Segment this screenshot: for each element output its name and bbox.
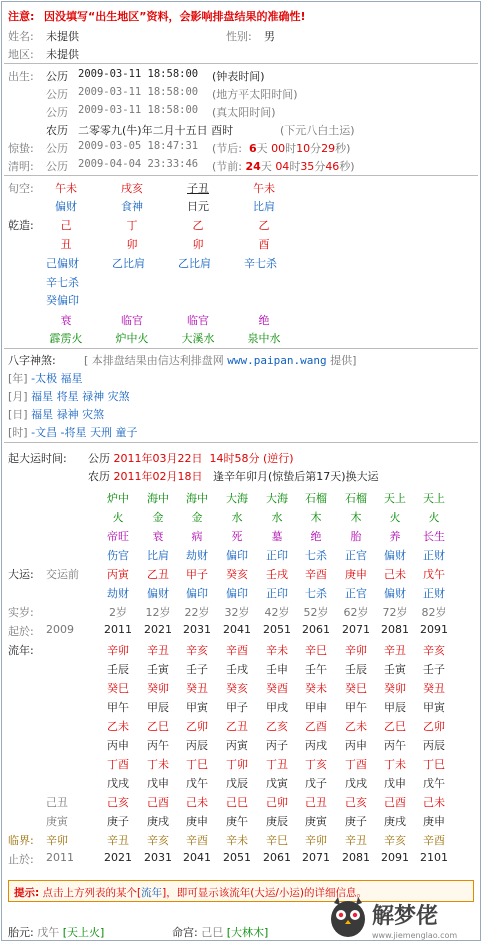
liunian-cell[interactable]: 己卯: [266, 796, 288, 809]
dayun-nayin: 大海: [226, 492, 248, 505]
liunian-cell[interactable]: 丙申: [345, 739, 367, 752]
tip-link[interactable]: 流年: [141, 887, 163, 899]
liunian-cell[interactable]: 丁酉: [345, 758, 367, 771]
liunian-cell[interactable]: 丙辰: [186, 739, 208, 752]
nayin-cell: 泉中水: [247, 332, 281, 345]
linqi-cell: 辛酉: [186, 834, 208, 847]
jingzhe-offset: (节后: 6天 00时10分29秒): [212, 142, 351, 155]
liunian-cell[interactable]: 甲辰: [384, 701, 406, 714]
dayun-nayin: 火: [389, 511, 401, 524]
liunian-cell[interactable]: 丁酉: [107, 758, 129, 771]
liunian-cell[interactable]: 戊子: [305, 777, 327, 790]
zhiyu-cell: 2101: [420, 851, 448, 864]
shensha-row: [年] -太极 福星: [8, 372, 83, 385]
birth-datetime: 2009-03-11 18:58:00: [78, 104, 199, 116]
nayin-row: [0, 330, 484, 346]
linqi-cell: 辛丑: [345, 834, 367, 847]
dayun-ganzhi: 戊午: [423, 568, 445, 581]
liunian-cell[interactable]: 庚子: [107, 815, 129, 828]
dayun-nayin: 火: [428, 511, 440, 524]
liunian-cell[interactable]: 癸巳: [345, 682, 367, 695]
liunian-cell[interactable]: 丁未: [384, 758, 406, 771]
qiyun-solar: 公历 2011年03月22日 14时58分 (逆行): [88, 452, 294, 465]
dayun-start: 2021: [144, 623, 172, 636]
birth-note: (真太阳时间): [212, 106, 276, 119]
dayun-shishen: 劫财: [186, 549, 208, 562]
liunian-cell[interactable]: 癸丑: [186, 682, 208, 695]
dayun-ganzhi: 庚申: [345, 568, 367, 581]
liunian-cell[interactable]: 戊申: [384, 777, 406, 790]
liunian-cell[interactable]: 癸巳: [107, 682, 129, 695]
birth-note: (钟表时间): [212, 70, 265, 83]
dayun-changsheng: 帝旺: [107, 530, 129, 543]
gan-cell: 乙: [192, 219, 204, 232]
dayun-nayin: 石榴: [345, 492, 367, 505]
gan-cell: 己: [60, 219, 72, 232]
dayun-nayin: 火: [112, 511, 124, 524]
zhiyu-label: 止於:: [8, 853, 34, 866]
dayun-ganzhi: 癸亥: [226, 568, 248, 581]
dayun-changsheng: 衰: [152, 530, 164, 543]
liunian-cell[interactable]: 甲戌: [266, 701, 288, 714]
canggan-cell: 己偏财: [46, 257, 79, 270]
linqi-cell: 辛亥: [147, 834, 169, 847]
jingzhe-label: 惊蛰:: [8, 142, 34, 155]
jingzhe-cal: 公历: [46, 142, 68, 155]
dayun-nayin: 木: [310, 511, 322, 524]
shishen-cell: 食神: [121, 200, 143, 213]
liunian-cell[interactable]: 己巳: [226, 796, 248, 809]
xunkong-row: [0, 180, 484, 196]
liunian-cell[interactable]: 丁巳: [186, 758, 208, 771]
dayun-shishen: 偏印: [186, 587, 208, 600]
dayun-changsheng: 养: [389, 530, 401, 543]
shensha-note: [ 本排盘结果由信达利排盘网 www.paipan.wang 提供]: [84, 354, 357, 367]
svg-text:解梦佬: 解梦佬: [372, 904, 439, 929]
liunian-cell[interactable]: 丙申: [107, 739, 129, 752]
xunkong-cell: 午未: [55, 182, 77, 195]
dayun-shishen: 偏印: [226, 587, 248, 600]
name-value: 未提供: [46, 30, 79, 43]
birth-cal: 公历: [46, 70, 68, 83]
liunian-cell[interactable]: 癸酉: [266, 682, 288, 695]
dayun-nayin: 海中: [147, 492, 169, 505]
dayun-shishen: 偏财: [384, 549, 406, 562]
dayun-shishen: 劫财: [107, 587, 129, 600]
liunian-cell[interactable]: 戊戌: [107, 777, 129, 790]
liunian-cell[interactable]: 乙酉: [305, 720, 327, 733]
liunian-cell[interactable]: 乙卯: [423, 720, 445, 733]
gender-label: 性别:: [226, 30, 252, 43]
dayun-shishen: 正财: [423, 549, 445, 562]
dayun-shishen: 偏财: [384, 587, 406, 600]
liunian-label: 流年:: [8, 644, 34, 657]
dayun-nayin: 海中: [186, 492, 208, 505]
liunian-cell[interactable]: 辛丑: [384, 644, 406, 657]
canggan-cell: 乙比肩: [112, 257, 145, 270]
liunian-cell[interactable]: 己丑: [305, 796, 327, 809]
liunian-cell[interactable]: 己酉: [384, 796, 406, 809]
liunian-cell[interactable]: 癸未: [305, 682, 327, 695]
liunian-cell[interactable]: 戊戌: [345, 777, 367, 790]
gender-value: 男: [264, 30, 275, 43]
liunian-cell[interactable]: 戊午: [423, 777, 445, 790]
liunian-cell[interactable]: 乙未: [345, 720, 367, 733]
dayun-ganzhi: 乙丑: [147, 568, 169, 581]
linqi-label: 临界:: [8, 834, 34, 847]
changsheng-cell: 临官: [121, 314, 143, 327]
linqi-cell: 辛丑: [107, 834, 129, 847]
dayun-age: 32岁: [224, 606, 250, 619]
linqi-pre: 辛卯: [46, 834, 68, 847]
zhiyu-cell: 2081: [342, 851, 370, 864]
zhiyu-cell: 2091: [381, 851, 409, 864]
age-label: 实岁:: [8, 606, 34, 619]
liunian-cell[interactable]: 壬寅: [384, 663, 406, 676]
liunian-cell[interactable]: 辛巳: [305, 644, 327, 657]
divider: [4, 442, 478, 443]
liunian-cell[interactable]: 戊寅: [266, 777, 288, 790]
liunian-cell[interactable]: 己亥: [107, 796, 129, 809]
notice-label: 注意:: [8, 10, 35, 23]
zhiyu-cell: 2021: [104, 851, 132, 864]
dayun-age: 52岁: [303, 606, 329, 619]
gan-row: [0, 217, 484, 233]
linqi-cell: 辛酉: [423, 834, 445, 847]
taiyuan: 胎元: 戊午 [天上火]: [8, 926, 105, 939]
start-pre: 2009: [46, 623, 74, 636]
changsheng-row: [0, 312, 484, 328]
liunian-cell[interactable]: 癸丑: [423, 682, 445, 695]
dayun-shishen: 正官: [345, 587, 367, 600]
nayin-cell: 霹雳火: [49, 332, 83, 345]
dayun-nayin: 水: [231, 511, 243, 524]
notice-text: 因没填写“出生地区”资料，会影响排盘结果的准确性!: [44, 10, 306, 23]
dayun-ganzhi: 甲子: [186, 568, 208, 581]
shensha-label: 八字神煞:: [8, 354, 56, 367]
dayun-shishen: 伤官: [107, 549, 129, 562]
gan-cell: 丁: [126, 219, 138, 232]
liunian-cell[interactable]: 甲子: [226, 701, 248, 714]
dayun-age: 72岁: [382, 606, 408, 619]
liunian-cell[interactable]: 丙辰: [423, 739, 445, 752]
birth-label: 出生:: [8, 70, 34, 83]
dayun-changsheng: 长生: [423, 530, 445, 543]
divider: [4, 63, 478, 64]
changsheng-cell: 临官: [187, 314, 209, 327]
birth-cal: 公历: [46, 106, 68, 119]
xunkong-cell: 戌亥: [121, 182, 143, 195]
liunian-cell[interactable]: 乙巳: [147, 720, 169, 733]
zhiyu-cell: 2051: [223, 851, 251, 864]
liunian-cell[interactable]: 丙寅: [226, 739, 248, 752]
dayun-shishen: 偏财: [147, 587, 169, 600]
liunian-cell[interactable]: 甲寅: [186, 701, 208, 714]
liunian-cell[interactable]: 丙戌: [305, 739, 327, 752]
dayun-ganzhi: 壬戌: [266, 568, 288, 581]
dayun-shishen: 正财: [423, 587, 445, 600]
xunkong-label: 旬空:: [8, 182, 34, 195]
dayun-nayin: 大海: [266, 492, 288, 505]
dayun-changsheng: 绝: [310, 530, 322, 543]
tip-label: 提示:: [14, 887, 40, 899]
changsheng-cell: 绝: [258, 314, 270, 327]
liunian-cell[interactable]: 辛丑: [147, 644, 169, 657]
liunian-cell[interactable]: 辛卯: [345, 644, 367, 657]
liunian-cell[interactable]: 丁巳: [423, 758, 445, 771]
liunian-cell[interactable]: 庚寅: [305, 815, 327, 828]
liunian-cell[interactable]: 丙午: [384, 739, 406, 752]
liunian-cell[interactable]: 己未: [186, 796, 208, 809]
dayun-ganzhi: 辛酉: [305, 568, 327, 581]
liunian-cell[interactable]: 甲辰: [147, 701, 169, 714]
liunian-cell[interactable]: 甲午: [345, 701, 367, 714]
qingming-datetime: 2009-04-04 23:33:46: [78, 158, 199, 170]
liunian-cell[interactable]: 庚戌: [384, 815, 406, 828]
shishen-cell: 偏财: [55, 200, 77, 213]
liunian-cell[interactable]: 戊申: [147, 777, 169, 790]
dayun-start: 2061: [302, 623, 330, 636]
liunian-cell[interactable]: 壬戌: [226, 663, 248, 676]
linqi-cell: 辛亥: [384, 834, 406, 847]
canggan-row: [0, 255, 484, 271]
dayun-age: 2岁: [109, 606, 127, 619]
birth-note: (地方平太阳时间): [212, 88, 298, 101]
dayun-ganzhi: 己未: [384, 568, 406, 581]
dayun-shishen: 七杀: [305, 549, 327, 562]
liunian-cell[interactable]: 庚辰: [266, 815, 288, 828]
dayun-changsheng: 病: [191, 530, 203, 543]
dayun-age: 62岁: [343, 606, 369, 619]
dayun-start: 2091: [420, 623, 448, 636]
dayun-age: 42岁: [264, 606, 290, 619]
dayun-changsheng: 胎: [350, 530, 362, 543]
liunian-cell[interactable]: 丁卯: [226, 758, 248, 771]
dayun-nayin: 金: [152, 511, 164, 524]
divider: [4, 348, 478, 349]
liunian-cell[interactable]: 辛亥: [186, 644, 208, 657]
liunian-cell[interactable]: 乙巳: [384, 720, 406, 733]
site-logo: [326, 893, 482, 943]
liunian-cell[interactable]: 甲午: [107, 701, 129, 714]
dayun-start: 2041: [223, 623, 251, 636]
dayun-shishen: 正印: [266, 587, 288, 600]
region-value: 未提供: [46, 48, 79, 61]
birth-datetime: 2009-03-11 18:58:00: [78, 86, 199, 98]
liunian-cell[interactable]: 壬子: [423, 663, 445, 676]
lunar-cal: 农历: [46, 124, 68, 137]
zhi-cell: 卯: [192, 238, 204, 251]
dayun-nayin: 木: [350, 511, 362, 524]
liunian-cell[interactable]: 壬午: [305, 663, 327, 676]
liunian-cell[interactable]: 戊辰: [226, 777, 248, 790]
owl-logo-icon: [326, 893, 482, 943]
dayun-start: 2031: [183, 623, 211, 636]
birth-datetime: 2009-03-11 18:58:00: [78, 68, 199, 80]
dayun-start: 2071: [342, 623, 370, 636]
region-label: 地区:: [8, 48, 34, 61]
qiyun-lunar: 农历 2011年02月18日 逢辛年卯月(惊蛰后第17天)换大运: [88, 470, 379, 483]
dayun-shishen: 比肩: [147, 549, 169, 562]
dayun-age: 12岁: [145, 606, 171, 619]
dayun-start: 2081: [381, 623, 409, 636]
zhiyu-cell: 2041: [183, 851, 211, 864]
dayun-age: 82岁: [421, 606, 447, 619]
linqi-cell: 辛卯: [305, 834, 327, 847]
dayun-shishen: 正印: [266, 549, 288, 562]
liunian-cell[interactable]: 己未: [423, 796, 445, 809]
dayun-shishen: 七杀: [305, 587, 327, 600]
liunian-cell[interactable]: 壬申: [266, 663, 288, 676]
svg-text:www.jiemenglao.com: www.jiemenglao.com: [372, 931, 458, 940]
dayun-ganzhi: 丙寅: [107, 568, 129, 581]
name-label: 姓名:: [8, 30, 34, 43]
gan-cell: 乙: [258, 219, 270, 232]
xunkong-cell: 午未: [253, 182, 275, 195]
qiyun-label: 起大运时间:: [8, 452, 67, 465]
jingzhe-datetime: 2009-03-05 18:47:31: [78, 140, 199, 152]
liunian-cell[interactable]: 丙子: [266, 739, 288, 752]
liunian-cell[interactable]: 丙午: [147, 739, 169, 752]
tip-box: 提示: 点击上方列表的某个[流年]，即可显示该流年(大运/小运)的详细信息。: [8, 880, 474, 902]
liunian-cell[interactable]: 甲寅: [423, 701, 445, 714]
liunian-cell[interactable]: 庚申: [423, 815, 445, 828]
liunian-cell[interactable]: 丁未: [147, 758, 169, 771]
birth-cal: 公历: [46, 88, 68, 101]
zhi-cell: 丑: [60, 238, 72, 251]
lunar-text: 二零零九(牛)年二月十五日 酉时: [78, 124, 234, 137]
dayun-nayin: 水: [271, 511, 283, 524]
shensha-row: [日] 福星 禄神 灾煞: [8, 408, 105, 421]
dayun-shishen: 偏印: [226, 549, 248, 562]
dayun-shishen: 正官: [345, 549, 367, 562]
nayin-cell: 炉中火: [115, 332, 149, 345]
liunian-cell[interactable]: 壬子: [186, 663, 208, 676]
xunkong-cell: 子丑: [187, 182, 209, 195]
linqi-cell: 辛巳: [266, 834, 288, 847]
nayin-cell: 大溪水: [181, 332, 215, 345]
liunian-cell[interactable]: 辛亥: [423, 644, 445, 657]
liunian-cell[interactable]: 壬辰: [345, 663, 367, 676]
dayun-age: 22岁: [184, 606, 210, 619]
zhi-cell: 酉: [258, 238, 270, 251]
zhi-row: [0, 236, 484, 252]
zhiyu-cell: 2071: [302, 851, 330, 864]
liunian-cell[interactable]: 壬寅: [147, 663, 169, 676]
qingming-offset: (节前: 24天 04时35分46秒): [212, 160, 355, 173]
liunian-cell[interactable]: 壬辰: [107, 663, 129, 676]
qingming-label: 清明:: [8, 160, 34, 173]
liunian-cell[interactable]: 辛卯: [107, 644, 129, 657]
dayun-nayin: 炉中: [107, 492, 129, 505]
dayun-nayin: 石榴: [305, 492, 327, 505]
liunian-cell[interactable]: 甲申: [305, 701, 327, 714]
canggan-cell: 癸偏印: [46, 294, 79, 307]
dayun-label: 大运:: [8, 568, 34, 581]
start-label: 起於:: [8, 625, 34, 638]
liunian-cell[interactable]: 庚戌: [147, 815, 169, 828]
liunian-cell[interactable]: 丁亥: [305, 758, 327, 771]
lunar-note: (下元八白土运): [280, 124, 355, 137]
liunian-cell[interactable]: 戊午: [186, 777, 208, 790]
zhiyu-cell: 2031: [144, 851, 172, 864]
dayun-start: 2011: [104, 623, 132, 636]
linqi-cell: 辛未: [226, 834, 248, 847]
dayun-pre: 交运前: [46, 568, 79, 581]
dayun-start: 2051: [263, 623, 291, 636]
liunian-cell[interactable]: 乙未: [107, 720, 129, 733]
shishen-row: [0, 198, 484, 214]
liunian-cell[interactable]: 己亥: [345, 796, 367, 809]
liunian-cell[interactable]: 己酉: [147, 796, 169, 809]
divider: [4, 175, 478, 176]
canggan-cell: 辛七杀: [46, 276, 79, 289]
qingming-cal: 公历: [46, 160, 68, 173]
liunian-cell[interactable]: 癸卯: [384, 682, 406, 695]
zhi-cell: 卯: [126, 238, 138, 251]
dayun-changsheng: 死: [231, 530, 243, 543]
zhiyu-pre: 2011: [46, 851, 74, 864]
liunian-cell[interactable]: 乙亥: [266, 720, 288, 733]
minggong: 命宫: 己巳 [大林木]: [172, 926, 269, 939]
shishen-cell: 日元: [187, 200, 209, 213]
zhiyu-cell: 2061: [263, 851, 291, 864]
liunian-cell[interactable]: 庚午: [226, 815, 248, 828]
liunian-cell[interactable]: 癸卯: [147, 682, 169, 695]
liunian-cell[interactable]: 乙卯: [186, 720, 208, 733]
liunian-cell[interactable]: 癸亥: [226, 682, 248, 695]
liunian-cell[interactable]: 庚申: [186, 815, 208, 828]
liunian-pre: 庚寅: [46, 815, 68, 828]
site-link[interactable]: www.paipan.wang: [227, 354, 327, 367]
liunian-cell[interactable]: 乙丑: [226, 720, 248, 733]
dayun-nayin: 天上: [384, 492, 406, 505]
shensha-row: [时] -文昌 -将星 天刑 童子: [8, 426, 138, 439]
liunian-cell[interactable]: 辛未: [266, 644, 288, 657]
dayun-changsheng: 墓: [271, 530, 283, 543]
liunian-pre: 己丑: [46, 796, 68, 809]
shensha-row: [月] 福星 将星 禄神 灾煞: [8, 390, 130, 403]
canggan-cell: 乙比肩: [178, 257, 211, 270]
dayun-nayin: 天上: [423, 492, 445, 505]
liunian-cell[interactable]: 丁丑: [266, 758, 288, 771]
liunian-cell[interactable]: 辛酉: [226, 644, 248, 657]
canggan-cell: 辛七杀: [244, 257, 277, 270]
qianzao-label: 乾造:: [8, 219, 34, 232]
changsheng-cell: 衰: [60, 314, 72, 327]
shishen-cell: 比肩: [253, 200, 275, 213]
liunian-cell[interactable]: 庚子: [345, 815, 367, 828]
dayun-nayin: 金: [191, 511, 203, 524]
